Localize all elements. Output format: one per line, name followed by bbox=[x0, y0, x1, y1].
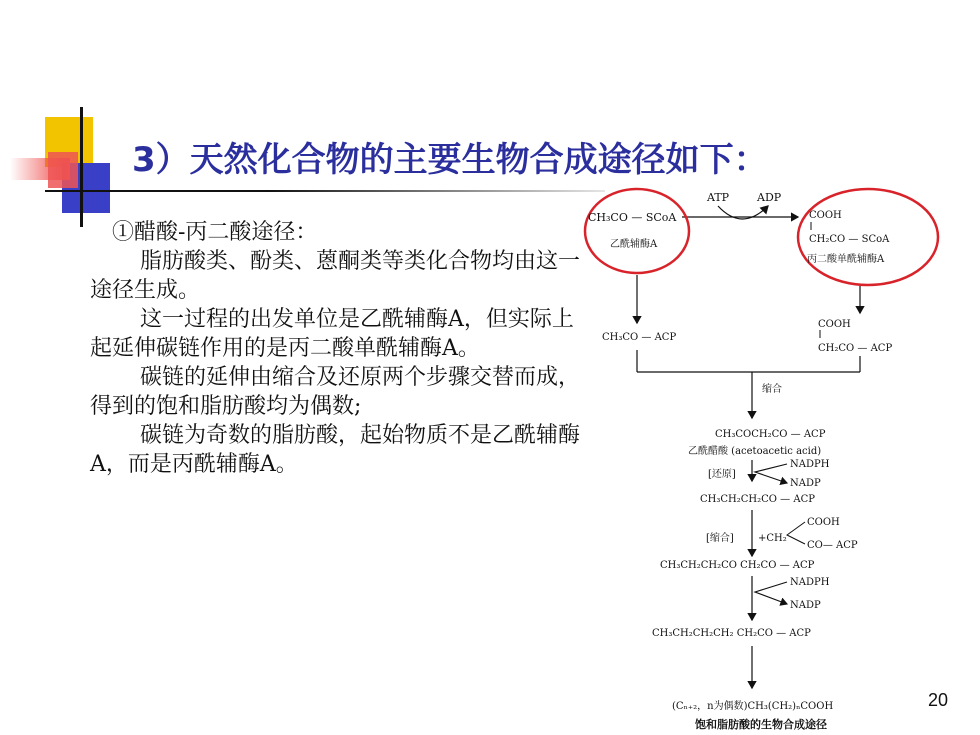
acetoacetyl-formula: CH₃COCH₂CO — ACP bbox=[715, 429, 826, 440]
condense-2-bracket: [缩合] bbox=[706, 533, 734, 544]
nadp-2-label: NADP bbox=[790, 600, 821, 611]
diagram-caption: 饱和脂肪酸的生物合成途径 bbox=[695, 718, 827, 731]
branch-cooh: COOH bbox=[807, 517, 840, 528]
malonyl-formula: CH₂CO — SCoA bbox=[809, 234, 890, 245]
adp-label: ADP bbox=[757, 191, 782, 204]
malonyl-cooh: COOH bbox=[809, 210, 842, 221]
deco-red-square bbox=[48, 152, 78, 188]
paragraph-starting-unit: 这一过程的出发单位是乙酰辅酶A，但实际上起延伸碳链作用的是丙二酸单酰辅酶A。 bbox=[90, 307, 574, 361]
fatty-acid-biosynthesis-diagram bbox=[580, 180, 950, 735]
nadph-2-branch bbox=[755, 582, 787, 604]
malonyl-name: 丙二酸单酰辅酶A bbox=[807, 254, 885, 265]
acetyl-coa-highlight-circle bbox=[585, 189, 689, 273]
branch-acp: CO— ACP bbox=[807, 540, 858, 551]
paragraph-odd-chain: 碳链为奇数的脂肪酸，起始物质不是乙酰辅酶A，而是丙酰辅酶A。 bbox=[90, 423, 581, 477]
title-underline bbox=[45, 190, 605, 192]
acetyl-acp-formula: CH₃CO — ACP bbox=[602, 332, 677, 343]
paragraph-compounds: 脂肪酸类、酚类、蒽酮类等类化合物均由这一途径生成。 bbox=[90, 249, 581, 303]
ch2-branch bbox=[787, 522, 805, 544]
reduced-formula: CH₃CH₂CH₂CH₂ CH₂CO — ACP bbox=[652, 628, 811, 639]
paragraph-chain-extension: 碳链的延伸由缩合及还原两个步骤交替而成，得到的饱和脂肪酸均为偶数; bbox=[90, 365, 581, 419]
plus-ch2-label: +CH₂ bbox=[758, 533, 787, 544]
slide-title: 3）天然化合物的主要生物合成途径如下： bbox=[132, 140, 768, 180]
nadph-1-branch bbox=[755, 464, 787, 483]
page-number: 20 bbox=[928, 690, 949, 710]
butyryl-formula: CH₃CH₂CH₂CO — ACP bbox=[700, 494, 815, 505]
malonyl-acp-cooh: COOH bbox=[818, 319, 851, 330]
malonyl-acp-formula: CH₂CO — ACP bbox=[818, 343, 893, 354]
atp-label: ATP bbox=[707, 191, 730, 204]
condense-label: 缩合 bbox=[762, 384, 782, 395]
nadph-2-label: NADPH bbox=[790, 577, 830, 588]
pathway-heading: ①醋酸-丙二酸途径： bbox=[112, 220, 318, 245]
body-text bbox=[90, 218, 590, 479]
nadph-1-label: NADPH bbox=[790, 459, 830, 470]
deco-vertical-line bbox=[80, 107, 83, 227]
hexanoyl-formula: CH₃CH₂CH₂CO CH₂CO — ACP bbox=[660, 560, 815, 571]
nadp-1-label: NADP bbox=[790, 478, 821, 489]
acetoacetyl-name: 乙酰醋酸 (acetoacetic acid) bbox=[688, 446, 822, 457]
reduce-1-label: [还原] bbox=[708, 469, 736, 480]
acetyl-coa-formula: CH₃CO — SCoA bbox=[588, 211, 677, 224]
acetyl-coa-name: 乙酰辅酶A bbox=[610, 239, 658, 250]
final-formula: (Cₙ₊₂，n为偶数)CH₃(CH₂)ₙCOOH bbox=[672, 701, 834, 712]
